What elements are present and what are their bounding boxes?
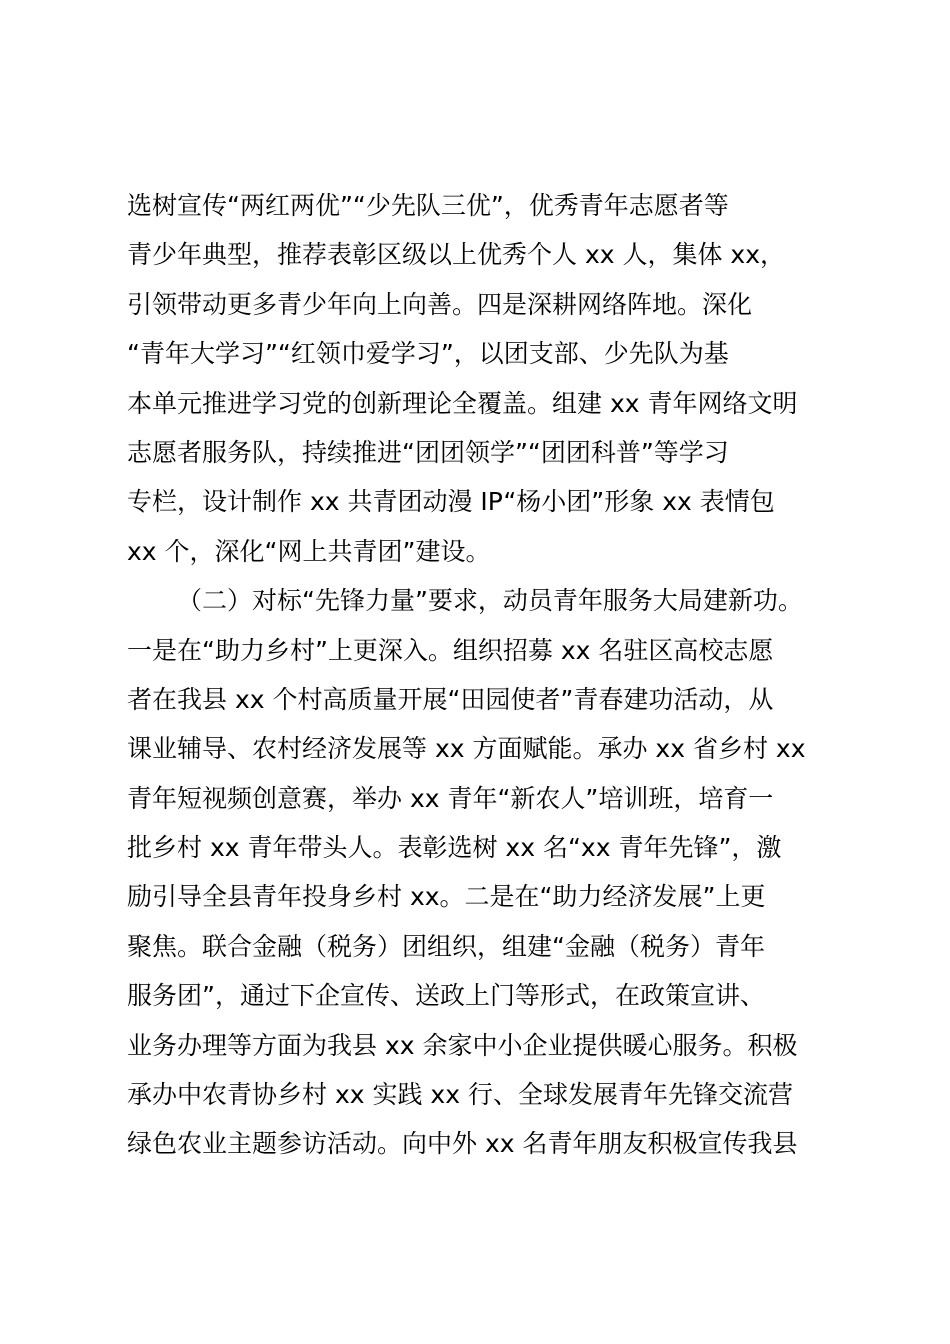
text-line: 一是在“助力乡村”上更深入。组织招募 xx 名驻区高校志愿 (127, 635, 774, 665)
section-heading-line: （二）对标“先锋力量”要求，动员青年服务大局建新功。 (177, 586, 803, 616)
text-line: 业务办理等方面为我县 xx 余家中小企业提供暖心服务。积极 (127, 1030, 798, 1060)
text-line: 志愿者服务队，持续推进“团团领学”“团团科普”等学习 (127, 437, 729, 467)
text-line: 绿色农业主题参访活动。向中外 xx 名青年朋友积极宣传我县 (127, 1129, 798, 1159)
text-line: 专栏，设计制作 xx 共青团动漫 IP“杨小团”形象 xx 表情包 (127, 487, 775, 517)
body-text (127, 181, 837, 1169)
text-line: 承办中农青协乡村 xx 实践 xx 行、全球发展青年先锋交流营 (127, 1080, 793, 1110)
text-line: 服务团”，通过下企宣传、送政上门等形式，在政策宣讲、 (127, 981, 765, 1011)
text-line: 选树宣传“两红两优”“少先队三优”，优秀青年志愿者等 (127, 191, 729, 220)
text-line: 引领带动更多青少年向上向善。四是深耕网络阵地。深化 (127, 289, 753, 319)
text-line: 者在我县 xx 个村高质量开展“田园使者”青春建功活动，从 (127, 684, 774, 714)
text-line: “青年大学习”“红领巾爱学习”，以团支部、少先队为基 (127, 339, 729, 369)
text-line: 本单元推进学习党的创新理论全覆盖。组建 xx 青年网络文明 (127, 388, 798, 418)
text-line: 批乡村 xx 青年带头人。表彰选树 xx 名“xx 青年先锋”，激 (127, 833, 782, 863)
text-line: 青少年典型，推荐表彰区级以上优秀个人 xx 人，集体 xx， (127, 240, 786, 270)
text-line: 课业辅导、农村经济发展等 xx 方面赋能。承办 xx 省乡村 xx (127, 734, 806, 764)
text-line: 励引导全县青年投身乡村 xx。二是在“助力经济发展”上更 (127, 882, 766, 912)
text-line: xx 个，深化“网上共青团”建设。 (127, 536, 491, 566)
text-line: 聚焦。联合金融（税务）团组织，组建“金融（税务）青年 (127, 931, 765, 961)
text-line: 青年短视频创意赛，举办 xx 青年“新农人”培训班，培育一 (127, 783, 774, 813)
